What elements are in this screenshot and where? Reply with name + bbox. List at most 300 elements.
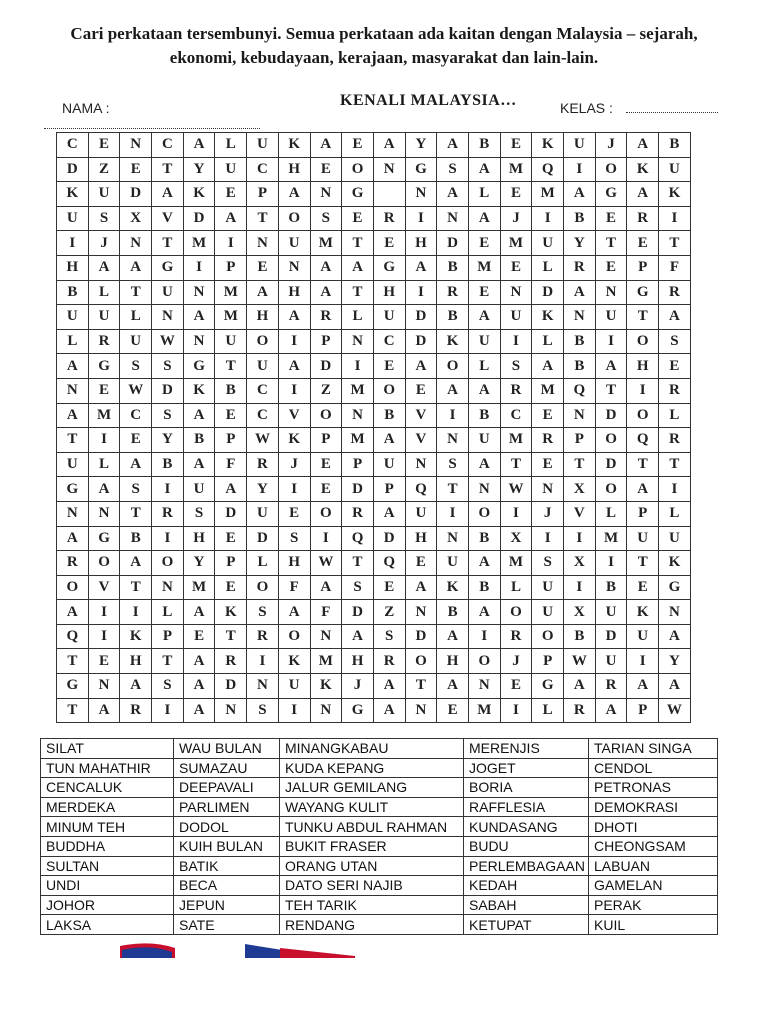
grid-cell[interactable]: X bbox=[120, 206, 152, 231]
grid-cell[interactable]: S bbox=[120, 354, 152, 379]
grid-cell[interactable]: R bbox=[564, 255, 596, 280]
grid-cell[interactable]: A bbox=[278, 354, 310, 379]
grid-cell[interactable]: H bbox=[57, 255, 89, 280]
grid-cell[interactable]: A bbox=[627, 182, 659, 207]
grid-cell[interactable]: K bbox=[532, 305, 564, 330]
grid-cell[interactable]: P bbox=[342, 452, 374, 477]
grid-cell[interactable]: I bbox=[500, 501, 532, 526]
grid-cell[interactable]: S bbox=[183, 501, 215, 526]
grid-cell[interactable]: I bbox=[405, 206, 437, 231]
grid-cell[interactable]: N bbox=[659, 600, 691, 625]
grid-cell[interactable]: U bbox=[468, 428, 500, 453]
grid-cell[interactable]: P bbox=[310, 428, 342, 453]
grid-cell[interactable]: L bbox=[595, 501, 627, 526]
grid-cell[interactable]: K bbox=[437, 329, 469, 354]
grid-cell[interactable]: N bbox=[310, 698, 342, 723]
grid-cell[interactable]: E bbox=[500, 182, 532, 207]
grid-cell[interactable]: B bbox=[152, 452, 184, 477]
grid-cell[interactable]: B bbox=[120, 526, 152, 551]
grid-cell[interactable]: S bbox=[152, 403, 184, 428]
grid-cell[interactable]: G bbox=[627, 280, 659, 305]
grid-cell[interactable]: Y bbox=[247, 477, 279, 502]
grid-cell[interactable]: A bbox=[373, 501, 405, 526]
grid-cell[interactable]: A bbox=[278, 600, 310, 625]
grid-cell[interactable]: X bbox=[500, 526, 532, 551]
grid-cell[interactable]: E bbox=[120, 428, 152, 453]
grid-cell[interactable]: O bbox=[88, 551, 120, 576]
grid-cell[interactable]: N bbox=[278, 255, 310, 280]
grid-cell[interactable]: T bbox=[342, 231, 374, 256]
grid-cell[interactable]: S bbox=[152, 354, 184, 379]
grid-cell[interactable]: F bbox=[215, 452, 247, 477]
grid-cell[interactable]: G bbox=[152, 255, 184, 280]
grid-cell[interactable]: T bbox=[215, 354, 247, 379]
grid-cell[interactable]: A bbox=[183, 403, 215, 428]
grid-cell[interactable]: D bbox=[215, 501, 247, 526]
grid-cell[interactable]: T bbox=[152, 157, 184, 182]
grid-cell[interactable]: C bbox=[247, 403, 279, 428]
grid-cell[interactable]: D bbox=[595, 403, 627, 428]
grid-cell[interactable]: A bbox=[88, 698, 120, 723]
grid-cell[interactable]: A bbox=[627, 133, 659, 158]
grid-cell[interactable]: E bbox=[595, 255, 627, 280]
grid-cell[interactable]: L bbox=[532, 329, 564, 354]
grid-cell[interactable]: K bbox=[310, 674, 342, 699]
grid-cell[interactable]: N bbox=[437, 206, 469, 231]
grid-cell[interactable]: A bbox=[342, 255, 374, 280]
grid-cell[interactable]: J bbox=[342, 674, 374, 699]
grid-cell[interactable]: P bbox=[247, 182, 279, 207]
grid-cell[interactable]: B bbox=[468, 575, 500, 600]
grid-cell[interactable]: L bbox=[532, 698, 564, 723]
grid-cell[interactable]: K bbox=[278, 649, 310, 674]
grid-cell[interactable]: A bbox=[437, 133, 469, 158]
grid-cell[interactable]: A bbox=[373, 428, 405, 453]
grid-cell[interactable]: S bbox=[437, 157, 469, 182]
grid-cell[interactable]: M bbox=[500, 157, 532, 182]
grid-cell[interactable]: M bbox=[595, 526, 627, 551]
grid-cell[interactable]: R bbox=[88, 329, 120, 354]
grid-cell[interactable]: L bbox=[342, 305, 374, 330]
grid-cell[interactable]: O bbox=[595, 428, 627, 453]
grid-cell[interactable]: A bbox=[532, 354, 564, 379]
grid-cell[interactable]: I bbox=[278, 329, 310, 354]
grid-cell[interactable]: E bbox=[183, 624, 215, 649]
grid-cell[interactable]: E bbox=[215, 526, 247, 551]
grid-cell[interactable]: S bbox=[278, 526, 310, 551]
grid-cell[interactable]: N bbox=[468, 477, 500, 502]
grid-cell[interactable]: I bbox=[595, 329, 627, 354]
grid-cell[interactable]: O bbox=[373, 378, 405, 403]
grid-cell[interactable]: L bbox=[88, 280, 120, 305]
grid-cell[interactable]: A bbox=[659, 624, 691, 649]
grid-cell[interactable]: A bbox=[88, 477, 120, 502]
grid-cell[interactable]: I bbox=[183, 255, 215, 280]
grid-cell[interactable]: U bbox=[278, 231, 310, 256]
grid-cell[interactable]: X bbox=[564, 477, 596, 502]
grid-cell[interactable]: U bbox=[595, 600, 627, 625]
grid-cell[interactable]: H bbox=[120, 649, 152, 674]
grid-cell[interactable]: M bbox=[215, 305, 247, 330]
grid-cell[interactable]: J bbox=[500, 649, 532, 674]
grid-cell[interactable]: B bbox=[468, 133, 500, 158]
grid-cell[interactable]: W bbox=[247, 428, 279, 453]
grid-cell[interactable]: A bbox=[183, 600, 215, 625]
grid-cell[interactable]: N bbox=[500, 280, 532, 305]
grid-cell[interactable]: I bbox=[278, 698, 310, 723]
grid-cell[interactable]: L bbox=[468, 354, 500, 379]
grid-cell[interactable]: M bbox=[310, 231, 342, 256]
grid-cell[interactable]: D bbox=[405, 305, 437, 330]
grid-cell[interactable]: I bbox=[405, 280, 437, 305]
grid-cell[interactable]: D bbox=[120, 182, 152, 207]
grid-cell[interactable]: O bbox=[468, 649, 500, 674]
grid-cell[interactable]: I bbox=[88, 600, 120, 625]
grid-cell[interactable]: E bbox=[468, 231, 500, 256]
grid-cell[interactable]: U bbox=[247, 354, 279, 379]
grid-cell[interactable]: U bbox=[152, 280, 184, 305]
grid-cell[interactable]: A bbox=[215, 206, 247, 231]
grid-cell[interactable]: P bbox=[564, 428, 596, 453]
grid-cell[interactable]: O bbox=[595, 157, 627, 182]
grid-cell[interactable]: U bbox=[373, 452, 405, 477]
grid-cell[interactable]: G bbox=[88, 354, 120, 379]
grid-cell[interactable]: T bbox=[627, 305, 659, 330]
grid-cell[interactable]: F bbox=[278, 575, 310, 600]
grid-cell[interactable]: A bbox=[57, 526, 89, 551]
grid-cell[interactable]: G bbox=[57, 674, 89, 699]
grid-cell[interactable]: Y bbox=[659, 649, 691, 674]
grid-cell[interactable]: U bbox=[88, 305, 120, 330]
grid-cell[interactable]: J bbox=[278, 452, 310, 477]
grid-cell[interactable]: H bbox=[405, 526, 437, 551]
grid-cell[interactable]: A bbox=[120, 452, 152, 477]
grid-cell[interactable]: U bbox=[468, 329, 500, 354]
grid-cell[interactable]: N bbox=[564, 305, 596, 330]
grid-cell[interactable]: D bbox=[183, 206, 215, 231]
grid-cell[interactable]: A bbox=[437, 378, 469, 403]
grid-cell[interactable]: S bbox=[342, 575, 374, 600]
grid-cell[interactable]: L bbox=[247, 551, 279, 576]
grid-cell[interactable]: P bbox=[532, 649, 564, 674]
grid-cell[interactable]: U bbox=[215, 329, 247, 354]
grid-cell[interactable]: N bbox=[88, 501, 120, 526]
grid-cell[interactable]: H bbox=[247, 305, 279, 330]
grid-cell[interactable]: J bbox=[88, 231, 120, 256]
grid-cell[interactable]: A bbox=[310, 133, 342, 158]
grid-cell[interactable]: D bbox=[57, 157, 89, 182]
grid-cell[interactable]: G bbox=[342, 698, 374, 723]
grid-cell[interactable]: I bbox=[500, 698, 532, 723]
grid-cell[interactable]: K bbox=[532, 133, 564, 158]
grid-cell[interactable]: B bbox=[564, 624, 596, 649]
grid-cell[interactable]: E bbox=[627, 575, 659, 600]
grid-cell[interactable]: N bbox=[152, 305, 184, 330]
grid-cell[interactable]: L bbox=[152, 600, 184, 625]
grid-cell[interactable]: T bbox=[152, 231, 184, 256]
grid-cell[interactable]: T bbox=[659, 452, 691, 477]
grid-cell[interactable]: T bbox=[57, 428, 89, 453]
grid-cell[interactable]: L bbox=[659, 403, 691, 428]
grid-cell[interactable]: M bbox=[468, 698, 500, 723]
grid-cell[interactable]: G bbox=[373, 255, 405, 280]
grid-cell[interactable]: M bbox=[215, 280, 247, 305]
grid-cell[interactable]: Q bbox=[57, 624, 89, 649]
grid-cell[interactable]: G bbox=[342, 182, 374, 207]
grid-cell[interactable]: T bbox=[659, 231, 691, 256]
grid-cell[interactable]: L bbox=[120, 305, 152, 330]
grid-cell[interactable]: U bbox=[373, 305, 405, 330]
grid-cell[interactable]: I bbox=[152, 698, 184, 723]
grid-cell[interactable]: K bbox=[57, 182, 89, 207]
grid-cell[interactable]: E bbox=[215, 575, 247, 600]
grid-cell[interactable]: I bbox=[595, 551, 627, 576]
grid-cell[interactable]: K bbox=[437, 575, 469, 600]
grid-cell[interactable]: X bbox=[564, 600, 596, 625]
grid-cell[interactable]: N bbox=[373, 157, 405, 182]
grid-cell[interactable]: I bbox=[532, 206, 564, 231]
grid-cell[interactable]: N bbox=[57, 501, 89, 526]
grid-cell[interactable]: C bbox=[152, 133, 184, 158]
grid-cell[interactable]: N bbox=[183, 329, 215, 354]
grid-cell[interactable]: T bbox=[564, 452, 596, 477]
grid-cell[interactable]: A bbox=[183, 674, 215, 699]
grid-cell[interactable]: U bbox=[278, 674, 310, 699]
grid-cell[interactable]: O bbox=[278, 206, 310, 231]
grid-cell[interactable]: H bbox=[437, 649, 469, 674]
grid-cell[interactable]: A bbox=[373, 674, 405, 699]
grid-cell[interactable]: I bbox=[278, 378, 310, 403]
grid-cell[interactable]: C bbox=[247, 157, 279, 182]
grid-cell[interactable]: N bbox=[532, 477, 564, 502]
grid-cell[interactable]: A bbox=[373, 133, 405, 158]
grid-cell[interactable]: Q bbox=[532, 157, 564, 182]
grid-cell[interactable]: A bbox=[215, 477, 247, 502]
grid-cell[interactable]: A bbox=[152, 182, 184, 207]
grid-cell[interactable]: N bbox=[183, 280, 215, 305]
grid-cell[interactable]: A bbox=[183, 698, 215, 723]
grid-cell[interactable]: A bbox=[468, 452, 500, 477]
grid-cell[interactable]: O bbox=[342, 157, 374, 182]
grid-cell[interactable]: N bbox=[152, 575, 184, 600]
grid-cell[interactable]: I bbox=[437, 501, 469, 526]
grid-cell[interactable]: O bbox=[310, 501, 342, 526]
grid-cell[interactable]: R bbox=[564, 698, 596, 723]
grid-cell[interactable]: N bbox=[405, 698, 437, 723]
grid-cell[interactable]: O bbox=[247, 329, 279, 354]
grid-cell[interactable]: T bbox=[120, 501, 152, 526]
grid-cell[interactable]: O bbox=[57, 575, 89, 600]
grid-cell[interactable]: C bbox=[57, 133, 89, 158]
grid-cell[interactable]: E bbox=[88, 649, 120, 674]
grid-cell[interactable]: B bbox=[183, 428, 215, 453]
grid-cell[interactable]: B bbox=[659, 133, 691, 158]
grid-cell[interactable]: I bbox=[627, 378, 659, 403]
grid-cell[interactable]: U bbox=[564, 133, 596, 158]
grid-cell[interactable]: U bbox=[500, 305, 532, 330]
grid-cell[interactable]: T bbox=[215, 624, 247, 649]
grid-cell[interactable]: E bbox=[500, 255, 532, 280]
grid-cell[interactable]: C bbox=[247, 378, 279, 403]
grid-cell[interactable]: O bbox=[500, 600, 532, 625]
grid-cell[interactable]: I bbox=[500, 329, 532, 354]
grid-cell[interactable]: I bbox=[57, 231, 89, 256]
grid-cell[interactable]: U bbox=[595, 305, 627, 330]
grid-cell[interactable]: U bbox=[532, 600, 564, 625]
grid-cell[interactable]: S bbox=[247, 698, 279, 723]
grid-cell[interactable]: F bbox=[659, 255, 691, 280]
grid-cell[interactable]: D bbox=[595, 624, 627, 649]
grid-cell[interactable]: A bbox=[437, 624, 469, 649]
grid-cell[interactable]: Y bbox=[152, 428, 184, 453]
grid-cell[interactable]: A bbox=[468, 206, 500, 231]
grid-cell[interactable]: U bbox=[659, 526, 691, 551]
grid-cell[interactable]: W bbox=[500, 477, 532, 502]
grid-cell[interactable]: B bbox=[215, 378, 247, 403]
grid-cell[interactable]: W bbox=[152, 329, 184, 354]
grid-cell[interactable]: L bbox=[532, 255, 564, 280]
grid-cell[interactable]: K bbox=[627, 600, 659, 625]
grid-cell[interactable]: P bbox=[627, 501, 659, 526]
grid-cell[interactable]: F bbox=[310, 600, 342, 625]
grid-cell[interactable]: B bbox=[468, 403, 500, 428]
grid-cell[interactable]: X bbox=[564, 551, 596, 576]
grid-cell[interactable]: G bbox=[57, 477, 89, 502]
grid-cell[interactable]: E bbox=[215, 182, 247, 207]
grid-cell[interactable]: I bbox=[120, 600, 152, 625]
grid-cell[interactable]: M bbox=[183, 231, 215, 256]
grid-cell[interactable]: O bbox=[278, 624, 310, 649]
grid-cell[interactable]: C bbox=[373, 329, 405, 354]
grid-cell[interactable]: A bbox=[437, 182, 469, 207]
grid-cell[interactable]: I bbox=[310, 526, 342, 551]
grid-cell[interactable]: R bbox=[247, 624, 279, 649]
grid-cell[interactable]: G bbox=[405, 157, 437, 182]
grid-cell[interactable]: E bbox=[310, 477, 342, 502]
grid-cell[interactable]: M bbox=[500, 231, 532, 256]
grid-cell[interactable]: N bbox=[468, 674, 500, 699]
grid-cell[interactable]: L bbox=[500, 575, 532, 600]
grid-cell[interactable]: K bbox=[183, 182, 215, 207]
grid-cell[interactable]: G bbox=[659, 575, 691, 600]
grid-cell[interactable]: O bbox=[152, 551, 184, 576]
grid-cell[interactable]: P bbox=[627, 698, 659, 723]
grid-cell[interactable]: C bbox=[120, 403, 152, 428]
grid-cell[interactable]: U bbox=[659, 157, 691, 182]
grid-cell[interactable]: A bbox=[468, 551, 500, 576]
grid-cell[interactable]: E bbox=[310, 157, 342, 182]
grid-cell[interactable]: A bbox=[468, 305, 500, 330]
grid-cell[interactable]: Y bbox=[183, 157, 215, 182]
grid-cell[interactable]: R bbox=[532, 428, 564, 453]
grid-cell[interactable]: D bbox=[342, 600, 374, 625]
grid-cell[interactable]: H bbox=[278, 280, 310, 305]
grid-cell[interactable]: P bbox=[627, 255, 659, 280]
grid-cell[interactable]: A bbox=[183, 452, 215, 477]
grid-cell[interactable]: K bbox=[627, 157, 659, 182]
grid-cell[interactable]: I bbox=[215, 231, 247, 256]
grid-cell[interactable]: P bbox=[373, 477, 405, 502]
grid-cell[interactable]: B bbox=[373, 403, 405, 428]
grid-cell[interactable]: B bbox=[437, 305, 469, 330]
grid-cell[interactable]: A bbox=[373, 698, 405, 723]
grid-cell[interactable]: Q bbox=[373, 551, 405, 576]
grid-cell[interactable]: A bbox=[310, 280, 342, 305]
grid-cell[interactable]: K bbox=[183, 378, 215, 403]
grid-cell[interactable]: I bbox=[659, 206, 691, 231]
grid-cell[interactable]: N bbox=[342, 329, 374, 354]
grid-cell[interactable]: J bbox=[500, 206, 532, 231]
grid-cell[interactable]: H bbox=[373, 280, 405, 305]
grid-cell[interactable]: A bbox=[595, 354, 627, 379]
grid-cell[interactable]: T bbox=[595, 231, 627, 256]
grid-cell[interactable]: V bbox=[152, 206, 184, 231]
grid-cell[interactable]: N bbox=[405, 600, 437, 625]
grid-cell[interactable]: N bbox=[215, 698, 247, 723]
grid-cell[interactable]: T bbox=[627, 551, 659, 576]
grid-cell[interactable]: A bbox=[564, 182, 596, 207]
grid-cell[interactable]: E bbox=[342, 206, 374, 231]
grid-cell[interactable]: K bbox=[659, 551, 691, 576]
grid-cell[interactable]: R bbox=[659, 378, 691, 403]
grid-cell[interactable]: O bbox=[437, 354, 469, 379]
grid-cell[interactable]: G bbox=[595, 182, 627, 207]
grid-cell[interactable]: R bbox=[152, 501, 184, 526]
grid-cell[interactable]: E bbox=[215, 403, 247, 428]
grid-cell[interactable]: E bbox=[373, 231, 405, 256]
grid-cell[interactable]: M bbox=[342, 428, 374, 453]
grid-cell[interactable]: L bbox=[88, 452, 120, 477]
grid-cell[interactable]: M bbox=[88, 403, 120, 428]
grid-cell[interactable]: D bbox=[247, 526, 279, 551]
grid-cell[interactable]: S bbox=[310, 206, 342, 231]
grid-cell[interactable]: O bbox=[532, 624, 564, 649]
grid-cell[interactable]: E bbox=[310, 452, 342, 477]
grid-cell[interactable]: R bbox=[247, 452, 279, 477]
grid-cell[interactable]: N bbox=[88, 674, 120, 699]
grid-cell[interactable]: M bbox=[183, 575, 215, 600]
grid-cell[interactable]: D bbox=[405, 329, 437, 354]
grid-cell[interactable]: A bbox=[310, 255, 342, 280]
grid-cell[interactable]: Z bbox=[88, 157, 120, 182]
grid-cell[interactable]: L bbox=[57, 329, 89, 354]
grid-cell[interactable]: M bbox=[468, 255, 500, 280]
grid-cell[interactable]: E bbox=[120, 157, 152, 182]
grid-cell[interactable]: U bbox=[57, 206, 89, 231]
grid-cell[interactable]: S bbox=[88, 206, 120, 231]
grid-cell[interactable]: R bbox=[342, 501, 374, 526]
grid-cell[interactable]: A bbox=[183, 133, 215, 158]
grid-cell[interactable]: R bbox=[627, 206, 659, 231]
grid-cell[interactable]: N bbox=[342, 403, 374, 428]
grid-cell[interactable]: I bbox=[247, 649, 279, 674]
grid-cell[interactable]: O bbox=[310, 403, 342, 428]
grid-cell[interactable]: N bbox=[310, 624, 342, 649]
grid-cell[interactable]: T bbox=[152, 649, 184, 674]
grid-cell[interactable]: G bbox=[532, 674, 564, 699]
grid-cell[interactable]: U bbox=[595, 649, 627, 674]
grid-cell[interactable]: S bbox=[373, 624, 405, 649]
grid-cell[interactable]: E bbox=[500, 133, 532, 158]
grid-cell[interactable]: K bbox=[278, 133, 310, 158]
grid-cell[interactable]: B bbox=[437, 600, 469, 625]
grid-cell[interactable]: A bbox=[405, 255, 437, 280]
grid-cell[interactable]: N bbox=[120, 231, 152, 256]
grid-cell[interactable]: O bbox=[405, 649, 437, 674]
grid-cell[interactable]: B bbox=[564, 329, 596, 354]
grid-cell[interactable]: E bbox=[405, 378, 437, 403]
grid-cell[interactable]: I bbox=[88, 428, 120, 453]
